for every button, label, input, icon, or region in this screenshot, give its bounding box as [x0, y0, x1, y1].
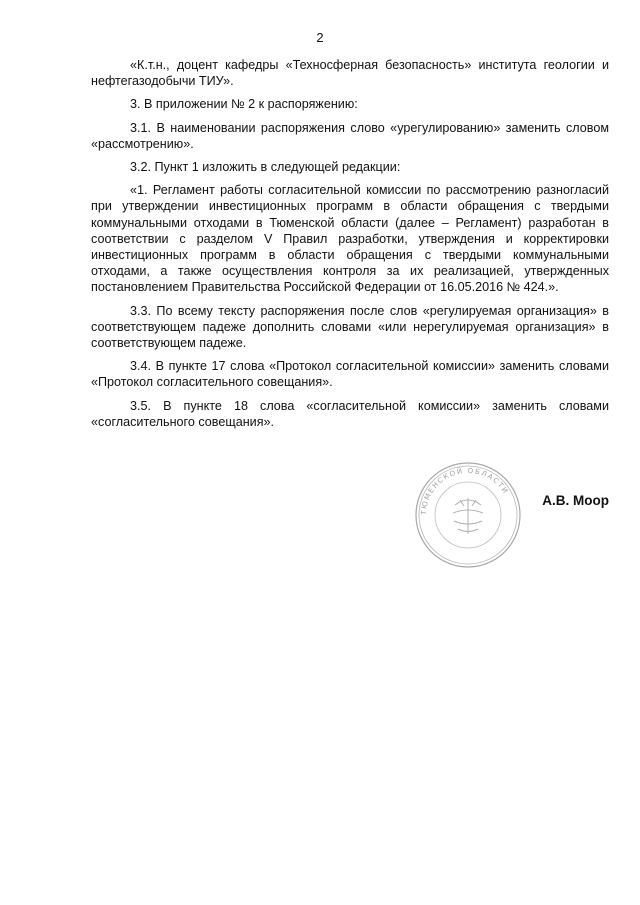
paragraph-7: 3.4. В пункте 17 слова «Протокол согласительной комиссии» заменить словами «Протокол согласительного совещания». [91, 359, 609, 390]
paragraph-1: «К.т.н., доцент кафедры «Техносферная безопасность» института геологии и нефтегазодобычи ТИУ». [91, 58, 609, 89]
document-body [91, 57, 609, 437]
signer-name: А.В. Моор [542, 493, 609, 508]
paragraph-8: 3.5. В пункте 18 слова «согласительной комиссии» заменить словами «согласительного совещания». [91, 398, 609, 429]
paragraph-3: 3.1. В наименовании распоряжения слово «урегулированию» заменить словом «рассмотрению». [91, 120, 609, 151]
paragraph-6: 3.3. По всему тексту распоряжения после слов «регулируемая организация» в соответствующем падеже дополнить словами «или нерегулируемая организация» в соответствующем падеже. [91, 303, 609, 351]
stamp-text: ТЮМЕНСКОЙ ОБЛАСТИ [419, 466, 510, 516]
paragraph-5: «1. Регламент работы согласительной комиссии по рассмотрению разногласий при утверждении инвестиционных программ в области обращения с твердыми коммунальными отходами в Тюменской области (далее – Регламент) разработан в соответствии с разделом V Правил разработки, утверждения и корректировки инвестиционных программ в области обращения с твердыми коммунальными отходами, а также осуществления контроля за их реализацией, утвержденных постановлением Правительства Российской Федерации от 16.05.2016 № 424.». [91, 183, 609, 295]
svg-text:ТЮМЕНСКОЙ ОБЛАСТИ [420, 466, 510, 516]
page-number: 2 [316, 30, 324, 45]
paragraph-2: 3. В приложении № 2 к распоряжению: [130, 97, 358, 112]
signature-block [0, 455, 640, 575]
paragraph-4: 3.2. Пункт 1 изложить в следующей редакции: [130, 160, 401, 175]
official-seal-stamp [413, 460, 523, 570]
